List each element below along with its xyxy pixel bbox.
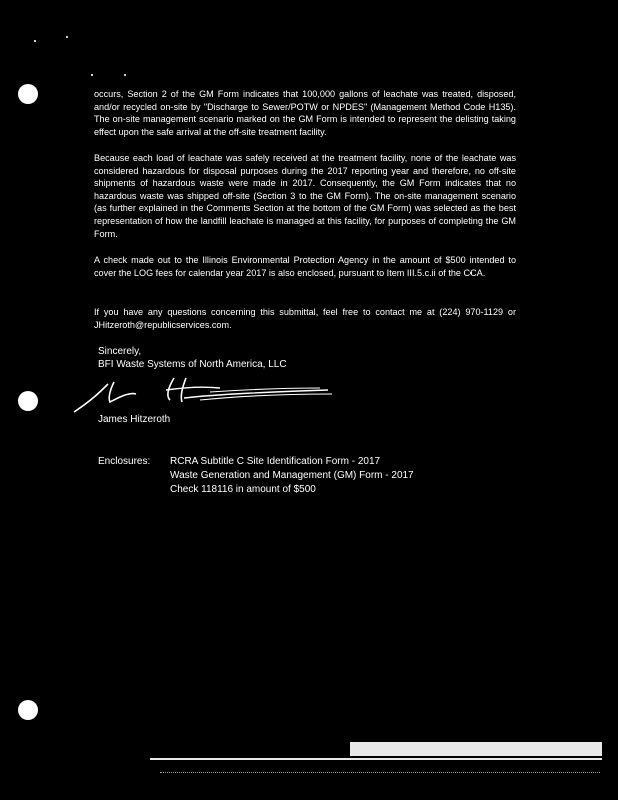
- paragraph-no-hazardous-shipments: Because each load of leachate was safely received at the treatment facility, none of the leachate was considered hazardous for disposal purposes during the 2017 reporting year and therefore, no off-site shipments of hazardous waste were made in 2017. Consequently, the GM Form indicates that no hazardous waste was shipped off-site (Section 3 to the GM Form). The on-site management scenario (as further explained in the Comments Section at the bottom of the GM Form) was selected as the best representation of how the landfill leachate is managed at this facility, for purposes of completing the GM Form.: [94, 153, 516, 239]
- enclosures-label: Enclosures:: [98, 456, 151, 467]
- footer-dotted-rule: [160, 772, 600, 774]
- footer-rule: [150, 758, 602, 760]
- enclosure-item: Check 118116 in amount of $500: [170, 484, 316, 495]
- scan-speck: [124, 74, 126, 76]
- company-name: BFI Waste Systems of North America, LLC: [98, 359, 287, 370]
- scan-speck: [91, 74, 93, 76]
- signer-name: James Hitzeroth: [98, 414, 171, 425]
- enclosure-item: RCRA Subtitle C Site Identification Form - 2017: [170, 456, 381, 467]
- punch-hole-bottom: [18, 700, 38, 720]
- punch-hole-top: [18, 84, 38, 104]
- enclosures-list: [170, 455, 470, 497]
- scan-speck: [34, 40, 36, 42]
- scan-speck: [66, 36, 68, 38]
- footer-scan-artifact: [350, 742, 602, 756]
- enclosure-item: Waste Generation and Management (GM) Form - 2017: [170, 470, 414, 481]
- paragraph-contact-info: If you have any questions concerning this submittal, feel free to contact me at (224) 970-1129 or JHitzeroth@republicservices.com.: [94, 307, 516, 330]
- paragraph-check-enclosed: A check made out to the Illinois Environmental Protection Agency in the amount of $500 intended to cover the LOG fees for calendar year 2017 is also enclosed, pursuant to Item III.5.c.ii of the CCA.: [94, 255, 516, 278]
- closing-salutation: Sincerely,: [98, 346, 142, 357]
- paragraph-gm-form-section-2: occurs, Section 2 of the GM Form indicates that 100,000 gallons of leachate was treated, disposed, and/or recycled on-site by "Discharge to Sewer/POTW or NPDES" (Management Method Code H135). The on-site management scenario marked on the GM Form is intended to represent the delisting taking effect upon the safe arrival at the off-site treatment facility.: [94, 89, 516, 137]
- punch-hole-middle: [18, 391, 38, 411]
- handwritten-signature: [70, 372, 340, 418]
